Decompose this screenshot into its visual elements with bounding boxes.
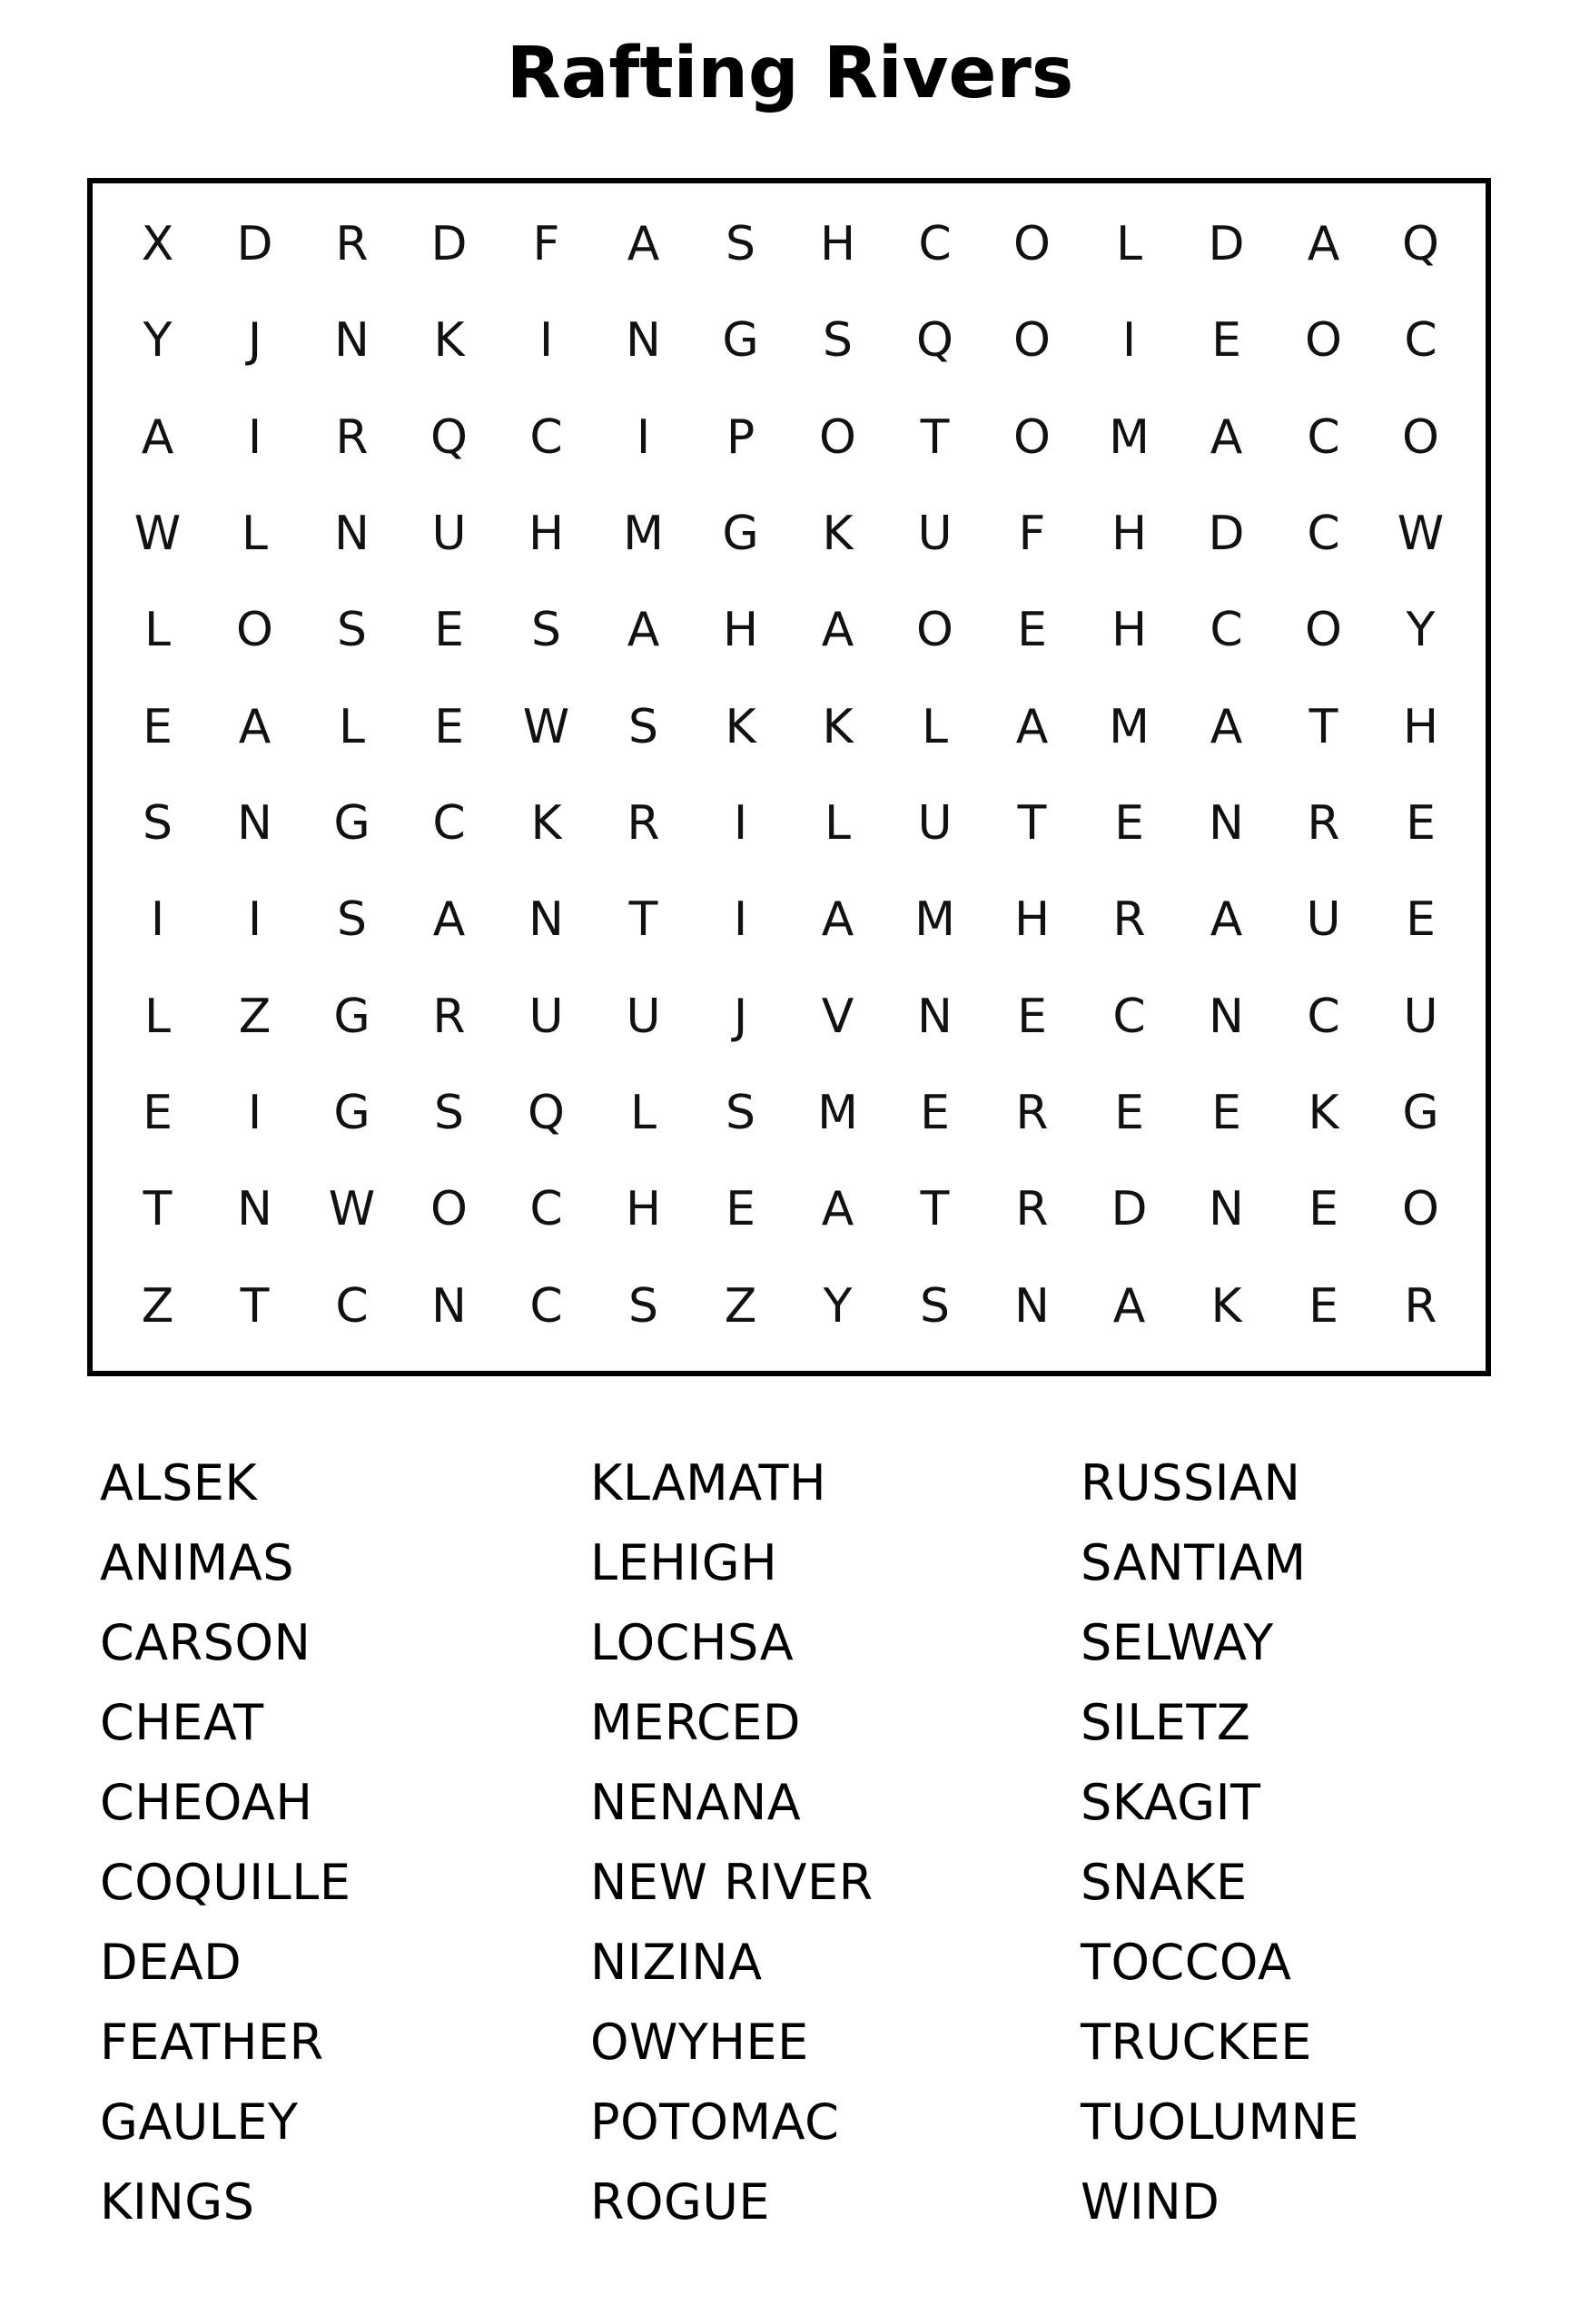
grid-cell[interactable]: I <box>733 892 748 948</box>
grid-cell[interactable]: S <box>627 699 658 754</box>
grid-cell[interactable]: D <box>1208 217 1245 272</box>
word-list-item[interactable]: ANIMAS <box>100 1534 295 1591</box>
grid-cell[interactable]: N <box>334 507 370 562</box>
word-list-item[interactable]: TOCCOA <box>1081 1934 1292 1991</box>
grid-cell[interactable]: W <box>328 1182 376 1237</box>
grid-cell[interactable]: H <box>1013 892 1051 948</box>
grid-cell[interactable]: N <box>1209 796 1244 852</box>
word-list-item[interactable]: CHEOAH <box>100 1774 313 1831</box>
grid-cell[interactable]: S <box>919 1278 950 1334</box>
grid-cell[interactable]: N <box>1209 1182 1244 1237</box>
grid-cell[interactable]: A <box>627 217 660 272</box>
grid-cell[interactable]: A <box>1210 699 1243 754</box>
grid-cell[interactable]: M <box>1109 409 1150 465</box>
grid-cell[interactable]: O <box>1013 409 1051 465</box>
grid-cell[interactable]: A <box>821 603 854 658</box>
grid-cell[interactable]: F <box>532 217 560 272</box>
word-list-item[interactable]: CHEAT <box>100 1694 264 1751</box>
grid-cell[interactable]: I <box>247 409 262 465</box>
grid-cell[interactable]: I <box>1121 313 1137 369</box>
grid-cell[interactable]: T <box>143 1182 173 1237</box>
word-list-item[interactable]: SNAKE <box>1081 1854 1248 1911</box>
grid-cell[interactable]: Z <box>238 989 272 1044</box>
grid-cell[interactable]: A <box>1210 892 1243 948</box>
grid-cell[interactable]: K <box>1210 1278 1242 1334</box>
grid-cell[interactable]: E <box>434 603 464 658</box>
grid-cell[interactable]: I <box>538 313 554 369</box>
grid-cell[interactable]: O <box>1402 409 1439 465</box>
grid-cell[interactable]: C <box>529 1182 563 1237</box>
grid-cell[interactable]: D <box>430 217 468 272</box>
grid-cell[interactable]: T <box>920 1182 950 1237</box>
grid-cell[interactable]: P <box>726 409 755 465</box>
word-list-item[interactable]: DEAD <box>100 1934 242 1991</box>
grid-cell[interactable]: E <box>1406 892 1436 948</box>
grid-cell[interactable]: J <box>247 313 262 369</box>
grid-cell[interactable]: E <box>1308 1278 1338 1334</box>
word-list-item[interactable]: NIZINA <box>590 1934 763 1991</box>
grid-cell[interactable]: C <box>1210 603 1243 658</box>
word-list-item[interactable]: RUSSIAN <box>1081 1454 1301 1512</box>
grid-cell[interactable]: E <box>920 1086 950 1141</box>
grid-cell[interactable]: C <box>1307 507 1340 562</box>
grid-cell[interactable]: Z <box>141 1278 174 1334</box>
grid-cell[interactable]: G <box>722 507 759 562</box>
word-list-item[interactable]: ROGUE <box>590 2173 771 2230</box>
grid-cell[interactable]: E <box>1406 796 1436 852</box>
grid-cell[interactable]: D <box>236 217 273 272</box>
grid-cell[interactable]: H <box>528 507 565 562</box>
grid-cell[interactable]: N <box>917 989 953 1044</box>
puzzle-grid-frame <box>87 178 1491 1376</box>
grid-cell[interactable]: E <box>1114 796 1144 852</box>
grid-cell[interactable]: M <box>623 507 664 562</box>
word-list-item[interactable]: MERCED <box>590 1694 801 1751</box>
grid-cell[interactable]: R <box>1112 892 1146 948</box>
grid-cell[interactable]: K <box>1308 1086 1339 1141</box>
grid-cell[interactable]: N <box>626 313 661 369</box>
word-list-item[interactable]: OWYHEE <box>590 2014 809 2071</box>
grid-cell[interactable]: N <box>528 892 564 948</box>
grid-cell[interactable]: U <box>431 507 467 562</box>
grid-cell[interactable]: M <box>914 892 955 948</box>
grid-cell[interactable]: I <box>636 409 651 465</box>
grid-cell[interactable]: C <box>335 1278 369 1334</box>
grid-cell[interactable]: N <box>237 796 272 852</box>
grid-cell[interactable]: E <box>1211 313 1241 369</box>
grid-cell[interactable]: I <box>733 796 748 852</box>
grid-cell[interactable]: I <box>247 892 262 948</box>
grid-cell[interactable]: L <box>144 603 171 658</box>
grid-cell[interactable]: T <box>1308 699 1338 754</box>
grid-cell[interactable]: E <box>434 699 464 754</box>
grid-cell[interactable]: S <box>530 603 561 658</box>
grid-cell[interactable]: V <box>821 989 854 1044</box>
grid-cell[interactable]: L <box>825 796 851 852</box>
grid-cell[interactable]: K <box>530 796 562 852</box>
grid-cell[interactable]: I <box>247 1086 262 1141</box>
grid-cell[interactable]: K <box>725 699 756 754</box>
grid-cell[interactable]: U <box>528 989 564 1044</box>
grid-cell[interactable]: A <box>1112 1278 1146 1334</box>
grid-cell[interactable]: S <box>142 796 173 852</box>
grid-cell[interactable]: W <box>522 699 570 754</box>
grid-cell[interactable]: O <box>1013 313 1051 369</box>
grid-cell[interactable]: O <box>1013 217 1051 272</box>
grid-cell[interactable]: J <box>733 989 748 1044</box>
grid-cell[interactable]: C <box>529 409 563 465</box>
grid-cell[interactable]: K <box>822 699 854 754</box>
grid-cell[interactable]: Y <box>823 1278 853 1334</box>
grid-cell[interactable]: Q <box>430 409 468 465</box>
grid-cell[interactable]: A <box>141 409 174 465</box>
grid-cell[interactable]: A <box>1015 699 1049 754</box>
grid-cell[interactable]: Y <box>1406 603 1436 658</box>
grid-cell[interactable]: Q <box>916 313 953 369</box>
grid-cell[interactable]: R <box>335 217 369 272</box>
grid-cell[interactable]: O <box>819 409 856 465</box>
word-list-item[interactable]: SANTIAM <box>1081 1534 1307 1591</box>
grid-cell[interactable]: G <box>333 989 370 1044</box>
grid-cell[interactable]: O <box>1305 603 1342 658</box>
grid-cell[interactable]: E <box>1017 989 1047 1044</box>
grid-cell[interactable]: E <box>1211 1086 1241 1141</box>
grid-cell[interactable]: E <box>143 699 173 754</box>
grid-cell[interactable]: R <box>1015 1182 1049 1237</box>
grid-cell[interactable]: C <box>1307 409 1340 465</box>
grid-cell[interactable]: T <box>628 892 658 948</box>
grid-cell[interactable]: E <box>726 1182 755 1237</box>
grid-cell[interactable]: S <box>336 892 367 948</box>
grid-cell[interactable]: N <box>334 313 370 369</box>
grid-cell[interactable]: L <box>1116 217 1142 272</box>
grid-cell[interactable]: S <box>725 217 755 272</box>
grid-cell[interactable]: Q <box>528 1086 565 1141</box>
grid-cell[interactable]: R <box>1307 796 1340 852</box>
grid-cell[interactable]: U <box>1306 892 1341 948</box>
word-list-item[interactable]: COQUILLE <box>100 1854 351 1911</box>
grid-cell[interactable]: G <box>722 313 759 369</box>
grid-cell[interactable]: Y <box>143 313 173 369</box>
grid-cell[interactable]: W <box>133 507 182 562</box>
grid-cell[interactable]: T <box>920 409 950 465</box>
grid-cell[interactable]: K <box>433 313 465 369</box>
word-list-item[interactable]: NEW RIVER <box>590 1854 874 1911</box>
grid-cell[interactable]: U <box>917 507 953 562</box>
word-list-item[interactable]: TUOLUMNE <box>1081 2093 1360 2151</box>
grid-cell[interactable]: G <box>333 1086 370 1141</box>
letter-grid <box>93 183 1486 1371</box>
grid-cell[interactable]: A <box>821 892 854 948</box>
grid-cell[interactable]: H <box>819 217 856 272</box>
grid-cell[interactable]: E <box>1017 603 1047 658</box>
word-list-item[interactable]: FEATHER <box>100 2014 324 2071</box>
grid-cell[interactable]: O <box>1402 1182 1439 1237</box>
grid-cell[interactable]: E <box>1308 1182 1338 1237</box>
page-title: Rafting Rivers <box>506 33 1074 114</box>
grid-cell[interactable]: M <box>1109 699 1150 754</box>
grid-cell[interactable]: F <box>1018 507 1046 562</box>
grid-cell[interactable]: R <box>432 989 466 1044</box>
word-list-item[interactable]: NENANA <box>590 1774 802 1831</box>
grid-cell[interactable]: H <box>625 1182 662 1237</box>
grid-cell[interactable]: G <box>333 796 370 852</box>
grid-cell[interactable]: A <box>238 699 272 754</box>
grid-cell[interactable]: C <box>1307 989 1340 1044</box>
grid-cell[interactable]: R <box>335 409 369 465</box>
grid-cell[interactable]: O <box>916 603 953 658</box>
word-list-item[interactable]: SILETZ <box>1081 1694 1251 1751</box>
grid-cell[interactable]: I <box>150 892 165 948</box>
grid-cell[interactable]: N <box>1014 1278 1050 1334</box>
grid-cell[interactable]: L <box>242 507 268 562</box>
grid-cell[interactable]: R <box>627 796 660 852</box>
word-list-column-2 <box>590 1443 1081 2242</box>
grid-cell[interactable]: A <box>627 603 660 658</box>
grid-cell[interactable]: U <box>917 796 953 852</box>
word-list <box>100 1443 1498 2242</box>
grid-cell[interactable]: L <box>630 1086 657 1141</box>
grid-cell[interactable]: Z <box>724 1278 757 1334</box>
word-list-item[interactable]: GAULEY <box>100 2093 299 2151</box>
grid-cell[interactable]: A <box>1210 409 1243 465</box>
grid-cell[interactable]: X <box>141 217 174 272</box>
grid-cell[interactable]: T <box>1017 796 1047 852</box>
grid-cell[interactable]: L <box>339 699 365 754</box>
grid-cell[interactable]: S <box>336 603 367 658</box>
grid-cell[interactable]: N <box>431 1278 467 1334</box>
grid-cell[interactable]: S <box>822 313 853 369</box>
word-list-item[interactable]: SELWAY <box>1081 1614 1274 1671</box>
grid-cell[interactable]: H <box>1402 699 1439 754</box>
grid-cell[interactable]: T <box>240 1278 270 1334</box>
grid-cell[interactable]: C <box>918 217 952 272</box>
grid-cell[interactable]: U <box>626 989 661 1044</box>
word-list-item[interactable]: KLAMATH <box>590 1454 827 1512</box>
grid-cell[interactable]: N <box>237 1182 272 1237</box>
word-list-item[interactable]: WIND <box>1081 2173 1220 2230</box>
grid-cell[interactable]: O <box>430 1182 468 1237</box>
grid-cell[interactable]: H <box>722 603 759 658</box>
grid-cell[interactable]: A <box>1307 217 1340 272</box>
grid-cell[interactable]: E <box>143 1086 173 1141</box>
word-list-item[interactable]: SKAGIT <box>1081 1774 1261 1831</box>
grid-cell[interactable]: D <box>1208 507 1245 562</box>
word-list-item[interactable]: TRUCKEE <box>1081 2014 1312 2071</box>
grid-cell[interactable]: C <box>1404 313 1437 369</box>
grid-cell[interactable]: H <box>1111 507 1148 562</box>
grid-cell[interactable]: S <box>627 1278 658 1334</box>
grid-cell[interactable]: A <box>432 892 466 948</box>
grid-cell[interactable]: S <box>725 1086 755 1141</box>
word-list-item[interactable]: KINGS <box>100 2173 255 2230</box>
word-list-item[interactable]: LEHIGH <box>590 1534 778 1591</box>
grid-cell[interactable]: A <box>821 1182 854 1237</box>
grid-cell[interactable]: K <box>822 507 854 562</box>
grid-cell[interactable]: C <box>432 796 466 852</box>
grid-cell[interactable]: R <box>1404 1278 1437 1334</box>
grid-cell[interactable]: C <box>1112 989 1146 1044</box>
word-list-item[interactable]: POTOMAC <box>590 2093 840 2151</box>
grid-cell[interactable]: G <box>1402 1086 1439 1141</box>
grid-cell[interactable]: O <box>1305 313 1342 369</box>
word-list-item[interactable]: ALSEK <box>100 1454 258 1512</box>
word-list-item[interactable]: CARSON <box>100 1614 311 1671</box>
grid-cell[interactable]: M <box>817 1086 858 1141</box>
grid-cell[interactable]: L <box>144 989 171 1044</box>
grid-cell[interactable]: R <box>1015 1086 1049 1141</box>
word-list-column-1 <box>100 1443 590 2242</box>
grid-cell[interactable]: D <box>1111 1182 1148 1237</box>
grid-cell[interactable]: N <box>1209 989 1244 1044</box>
grid-cell[interactable]: E <box>1114 1086 1144 1141</box>
grid-cell[interactable]: L <box>922 699 948 754</box>
grid-cell[interactable]: U <box>1403 989 1438 1044</box>
grid-cell[interactable]: S <box>433 1086 464 1141</box>
grid-cell[interactable]: H <box>1111 603 1148 658</box>
grid-cell[interactable]: C <box>529 1278 563 1334</box>
grid-cell[interactable]: W <box>1397 507 1445 562</box>
word-list-item[interactable]: LOCHSA <box>590 1614 795 1671</box>
word-list-column-3 <box>1081 1443 1498 2242</box>
grid-cell[interactable]: Q <box>1402 217 1439 272</box>
grid-cell[interactable]: O <box>236 603 273 658</box>
